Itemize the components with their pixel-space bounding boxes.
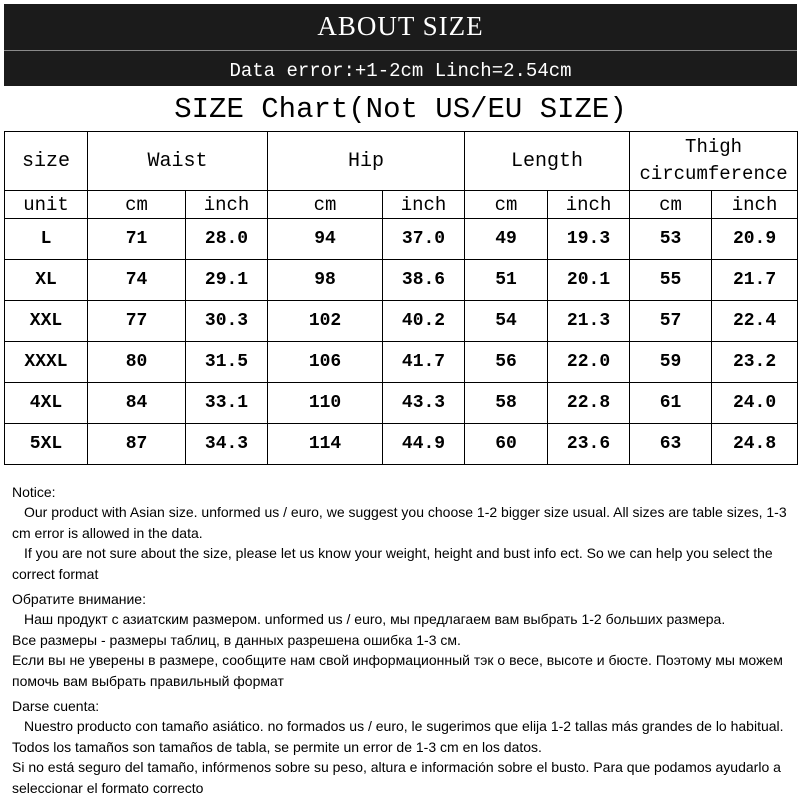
unit-cm: cm: [630, 191, 712, 219]
table-row: [5, 342, 798, 383]
size-cell: 4XL: [5, 383, 88, 424]
unit-cm: cm: [88, 191, 186, 219]
hip-inch-cell: 43.3: [383, 383, 465, 424]
thigh-inch-cell: 21.7: [712, 260, 798, 301]
notes-spanish: [12, 696, 792, 798]
thigh-inch-cell: 20.9: [712, 219, 798, 260]
header-thigh-line1: Thigh: [685, 136, 743, 158]
waist-cm-cell: 71: [88, 219, 186, 260]
header-hip: Hip: [268, 132, 465, 191]
length-cm-cell: 51: [465, 260, 548, 301]
length-inch-cell: 20.1: [548, 260, 630, 301]
size-cell: XL: [5, 260, 88, 301]
unit-inch: inch: [186, 191, 268, 219]
waist-inch-cell: 30.3: [186, 301, 268, 342]
notice-text: Nuestro producto con tamaño asiático. no formados us / euro, le sugerimos que elija 1-2 tallas más grandes de lo habitual. Todos los tamaños son tamaños de tabla, se permite un error de 1-3 cm en los datos.: [12, 718, 784, 755]
table-row: [5, 219, 798, 260]
table-header-row: [5, 132, 798, 191]
unit-cm: cm: [268, 191, 383, 219]
length-inch-cell: 22.8: [548, 383, 630, 424]
waist-inch-cell: 29.1: [186, 260, 268, 301]
notice-text: Все размеры - размеры таблиц, в данных разрешена ошибка 1-3 см.: [12, 631, 461, 648]
notice-text: Если вы не уверены в размере, сообщите нам свой информационный тэк о весе, высоте и бюсте. Поэтому мы можем помочь вам выбрать правильный формат: [12, 652, 783, 689]
table-unit-row: [5, 191, 798, 219]
length-cm-cell: 56: [465, 342, 548, 383]
waist-cm-cell: 84: [88, 383, 186, 424]
thigh-inch-cell: 24.8: [712, 424, 798, 465]
unit-inch: inch: [383, 191, 465, 219]
thigh-cm-cell: 55: [630, 260, 712, 301]
notice-text: Наш продукт с азиатским размером. unformed us / euro, мы предлагаем вам выбрать 1-2 больших размера.: [24, 611, 726, 628]
notice-text: Our product with Asian size. unformed us / euro, we suggest you choose 1-2 bigger size usual. All sizes are table sizes, 1-3 cm error is allowed in the data.: [12, 504, 787, 541]
hip-cm-cell: 94: [268, 219, 383, 260]
length-inch-cell: 23.6: [548, 424, 630, 465]
waist-inch-cell: 33.1: [186, 383, 268, 424]
notes-russian: [12, 589, 792, 691]
thigh-inch-cell: 22.4: [712, 301, 798, 342]
length-inch-cell: 19.3: [548, 219, 630, 260]
waist-cm-cell: 77: [88, 301, 186, 342]
length-inch-cell: 21.3: [548, 301, 630, 342]
unit-inch: inch: [712, 191, 798, 219]
notice-heading: Darse cuenta:: [12, 698, 100, 715]
header-subtitle: Data error:+1-2cm Linch=2.54cm: [229, 60, 572, 82]
length-inch-cell: 22.0: [548, 342, 630, 383]
notice-heading: Notice:: [12, 484, 56, 500]
table-row: [5, 301, 798, 342]
thigh-cm-cell: 57: [630, 301, 712, 342]
length-cm-cell: 49: [465, 219, 548, 260]
hip-inch-cell: 44.9: [383, 424, 465, 465]
header-waist: Waist: [88, 132, 268, 191]
notice-text: Si no está seguro del tamaño, infórmenos sobre su peso, altura e información sobre el busto. Para que podamos ayudarlo a seleccionar el formato correcto: [12, 759, 781, 796]
chart-title: SIZE Chart(Not US/EU SIZE): [174, 93, 627, 126]
waist-cm-cell: 80: [88, 342, 186, 383]
notes-section: [12, 482, 792, 803]
unit-inch: inch: [548, 191, 630, 219]
unit-label: unit: [5, 191, 88, 219]
waist-inch-cell: 28.0: [186, 219, 268, 260]
header-length: Length: [465, 132, 630, 191]
waist-cm-cell: 74: [88, 260, 186, 301]
header-banner: [4, 4, 797, 86]
thigh-inch-cell: 23.2: [712, 342, 798, 383]
size-cell: 5XL: [5, 424, 88, 465]
header-title: ABOUT SIZE: [317, 11, 484, 41]
table-row: [5, 424, 798, 465]
thigh-cm-cell: 61: [630, 383, 712, 424]
waist-inch-cell: 34.3: [186, 424, 268, 465]
thigh-cm-cell: 59: [630, 342, 712, 383]
notice-heading: Обратите внимание:: [12, 591, 146, 608]
hip-inch-cell: 37.0: [383, 219, 465, 260]
hip-inch-cell: 40.2: [383, 301, 465, 342]
hip-inch-cell: 41.7: [383, 342, 465, 383]
thigh-cm-cell: 63: [630, 424, 712, 465]
size-table: [4, 131, 798, 465]
table-row: [5, 260, 798, 301]
waist-cm-cell: 87: [88, 424, 186, 465]
header-size: size: [5, 132, 88, 191]
hip-cm-cell: 102: [268, 301, 383, 342]
notice-text: If you are not sure about the size, please let us know your weight, height and bust info ect. So we can help you select the correct format: [12, 545, 773, 582]
hip-cm-cell: 106: [268, 342, 383, 383]
header-thigh-line2: circumference: [639, 163, 788, 185]
notes-english: [12, 482, 792, 584]
size-cell: L: [5, 219, 88, 260]
table-row: [5, 383, 798, 424]
hip-inch-cell: 38.6: [383, 260, 465, 301]
unit-cm: cm: [465, 191, 548, 219]
waist-inch-cell: 31.5: [186, 342, 268, 383]
thigh-inch-cell: 24.0: [712, 383, 798, 424]
header-thigh: [630, 132, 798, 191]
hip-cm-cell: 110: [268, 383, 383, 424]
header-divider: [4, 50, 797, 51]
size-cell: XXL: [5, 301, 88, 342]
hip-cm-cell: 98: [268, 260, 383, 301]
hip-cm-cell: 114: [268, 424, 383, 465]
thigh-cm-cell: 53: [630, 219, 712, 260]
length-cm-cell: 60: [465, 424, 548, 465]
size-cell: XXXL: [5, 342, 88, 383]
length-cm-cell: 58: [465, 383, 548, 424]
length-cm-cell: 54: [465, 301, 548, 342]
